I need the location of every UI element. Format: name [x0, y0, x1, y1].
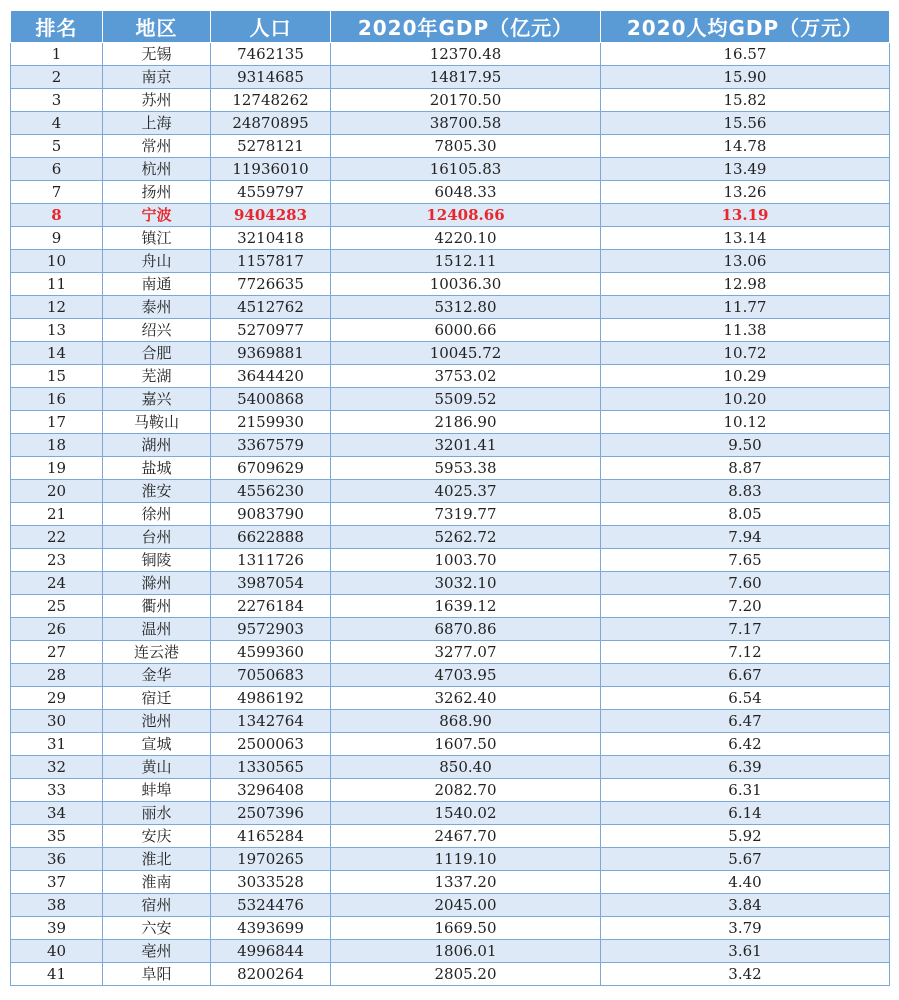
population-cell: 6622888 — [211, 526, 331, 549]
population-cell: 2507396 — [211, 802, 331, 825]
population-cell: 1157817 — [211, 250, 331, 273]
gdp-cell: 1119.10 — [331, 848, 601, 871]
region-cell: 常州 — [103, 135, 211, 158]
region-cell: 芜湖 — [103, 365, 211, 388]
gdp-ranking-table — [10, 10, 890, 986]
rank-cell: 38 — [11, 894, 103, 917]
gdp-per-capita-cell: 12.98 — [601, 273, 890, 296]
population-cell: 9083790 — [211, 503, 331, 526]
table-row — [11, 894, 890, 917]
population-cell: 9404283 — [211, 204, 331, 227]
table-row — [11, 940, 890, 963]
gdp-cell: 3201.41 — [331, 434, 601, 457]
rank-cell: 27 — [11, 641, 103, 664]
rank-cell: 37 — [11, 871, 103, 894]
gdp-cell: 850.40 — [331, 756, 601, 779]
rank-cell: 17 — [11, 411, 103, 434]
gdp-cell: 10045.72 — [331, 342, 601, 365]
rank-cell: 24 — [11, 572, 103, 595]
gdp-per-capita-cell: 6.31 — [601, 779, 890, 802]
region-cell: 苏州 — [103, 89, 211, 112]
gdp-per-capita-cell: 3.61 — [601, 940, 890, 963]
table-row — [11, 66, 890, 89]
gdp-cell: 4703.95 — [331, 664, 601, 687]
population-cell: 5324476 — [211, 894, 331, 917]
population-cell: 8200264 — [211, 963, 331, 986]
gdp-per-capita-cell: 9.50 — [601, 434, 890, 457]
population-cell: 4165284 — [211, 825, 331, 848]
table-row — [11, 388, 890, 411]
gdp-cell: 2186.90 — [331, 411, 601, 434]
rank-cell: 18 — [11, 434, 103, 457]
gdp-cell: 5509.52 — [331, 388, 601, 411]
gdp-per-capita-cell: 7.65 — [601, 549, 890, 572]
region-cell: 温州 — [103, 618, 211, 641]
rank-cell: 25 — [11, 595, 103, 618]
table-row — [11, 802, 890, 825]
rank-cell: 14 — [11, 342, 103, 365]
table-row — [11, 963, 890, 986]
rank-cell: 28 — [11, 664, 103, 687]
gdp-cell: 3753.02 — [331, 365, 601, 388]
gdp-cell: 1806.01 — [331, 940, 601, 963]
population-cell: 4556230 — [211, 480, 331, 503]
region-cell: 金华 — [103, 664, 211, 687]
gdp-cell: 3032.10 — [331, 572, 601, 595]
table-row — [11, 296, 890, 319]
gdp-cell: 2805.20 — [331, 963, 601, 986]
gdp-cell: 12370.48 — [331, 43, 601, 66]
gdp-per-capita-cell: 15.82 — [601, 89, 890, 112]
region-cell: 合肥 — [103, 342, 211, 365]
table-row — [11, 848, 890, 871]
population-cell: 4996844 — [211, 940, 331, 963]
region-cell: 南通 — [103, 273, 211, 296]
region-cell: 绍兴 — [103, 319, 211, 342]
table-row — [11, 89, 890, 112]
rank-cell: 4 — [11, 112, 103, 135]
table-row — [11, 917, 890, 940]
population-cell: 1311726 — [211, 549, 331, 572]
gdp-cell: 1639.12 — [331, 595, 601, 618]
region-cell: 盐城 — [103, 457, 211, 480]
table-row — [11, 135, 890, 158]
population-cell: 3367579 — [211, 434, 331, 457]
rank-cell: 36 — [11, 848, 103, 871]
gdp-cell: 1337.20 — [331, 871, 601, 894]
table-row — [11, 158, 890, 181]
population-cell: 5278121 — [211, 135, 331, 158]
gdp-per-capita-cell: 7.60 — [601, 572, 890, 595]
gdp-per-capita-cell: 3.79 — [601, 917, 890, 940]
gdp-per-capita-cell: 13.14 — [601, 227, 890, 250]
gdp-cell: 5262.72 — [331, 526, 601, 549]
table-row — [11, 710, 890, 733]
rank-cell: 16 — [11, 388, 103, 411]
region-cell: 宣城 — [103, 733, 211, 756]
region-cell: 宿迁 — [103, 687, 211, 710]
rank-cell: 39 — [11, 917, 103, 940]
region-cell: 台州 — [103, 526, 211, 549]
gdp-cell: 4220.10 — [331, 227, 601, 250]
population-cell: 7726635 — [211, 273, 331, 296]
population-cell: 12748262 — [211, 89, 331, 112]
rank-cell: 9 — [11, 227, 103, 250]
population-cell: 3296408 — [211, 779, 331, 802]
population-cell: 5270977 — [211, 319, 331, 342]
population-cell: 4393699 — [211, 917, 331, 940]
region-cell: 徐州 — [103, 503, 211, 526]
table-header — [11, 11, 890, 43]
table-row — [11, 618, 890, 641]
population-cell: 4986192 — [211, 687, 331, 710]
rank-cell: 5 — [11, 135, 103, 158]
population-cell: 3210418 — [211, 227, 331, 250]
rank-cell: 12 — [11, 296, 103, 319]
rank-cell: 11 — [11, 273, 103, 296]
table-row — [11, 480, 890, 503]
gdp-cell: 1540.02 — [331, 802, 601, 825]
region-cell: 无锡 — [103, 43, 211, 66]
rank-cell: 30 — [11, 710, 103, 733]
header-region: 地区 — [103, 11, 211, 43]
population-cell: 3033528 — [211, 871, 331, 894]
region-cell: 南京 — [103, 66, 211, 89]
table-row — [11, 733, 890, 756]
table-row — [11, 112, 890, 135]
table-row — [11, 250, 890, 273]
population-cell: 3987054 — [211, 572, 331, 595]
gdp-per-capita-cell: 15.90 — [601, 66, 890, 89]
gdp-cell: 5312.80 — [331, 296, 601, 319]
gdp-per-capita-cell: 6.67 — [601, 664, 890, 687]
table-row — [11, 319, 890, 342]
population-cell: 2276184 — [211, 595, 331, 618]
region-cell: 杭州 — [103, 158, 211, 181]
table-row — [11, 457, 890, 480]
gdp-per-capita-cell: 8.83 — [601, 480, 890, 503]
gdp-cell: 1669.50 — [331, 917, 601, 940]
gdp-cell: 6000.66 — [331, 319, 601, 342]
gdp-cell: 10036.30 — [331, 273, 601, 296]
gdp-cell: 1512.11 — [331, 250, 601, 273]
region-cell: 宁波 — [103, 204, 211, 227]
population-cell: 3644420 — [211, 365, 331, 388]
table-row — [11, 342, 890, 365]
gdp-per-capita-cell: 13.06 — [601, 250, 890, 273]
rank-cell: 41 — [11, 963, 103, 986]
region-cell: 舟山 — [103, 250, 211, 273]
rank-cell: 35 — [11, 825, 103, 848]
gdp-cell: 7805.30 — [331, 135, 601, 158]
gdp-cell: 3277.07 — [331, 641, 601, 664]
gdp-per-capita-cell: 10.29 — [601, 365, 890, 388]
gdp-per-capita-cell: 10.20 — [601, 388, 890, 411]
header-gdp-per-capita: 2020人均GDP（万元） — [601, 11, 890, 43]
gdp-per-capita-cell: 13.26 — [601, 181, 890, 204]
region-cell: 淮安 — [103, 480, 211, 503]
gdp-cell: 20170.50 — [331, 89, 601, 112]
table-body — [11, 43, 890, 986]
rank-cell: 21 — [11, 503, 103, 526]
region-cell: 六安 — [103, 917, 211, 940]
table-row — [11, 43, 890, 66]
region-cell: 铜陵 — [103, 549, 211, 572]
gdp-cell: 6048.33 — [331, 181, 601, 204]
table-row — [11, 365, 890, 388]
region-cell: 安庆 — [103, 825, 211, 848]
rank-cell: 2 — [11, 66, 103, 89]
region-cell: 蚌埠 — [103, 779, 211, 802]
population-cell: 7462135 — [211, 43, 331, 66]
table-row — [11, 434, 890, 457]
rank-cell: 1 — [11, 43, 103, 66]
gdp-per-capita-cell: 10.72 — [601, 342, 890, 365]
gdp-cell: 2082.70 — [331, 779, 601, 802]
rank-cell: 22 — [11, 526, 103, 549]
rank-cell: 34 — [11, 802, 103, 825]
table-row — [11, 572, 890, 595]
table-row — [11, 756, 890, 779]
rank-cell: 15 — [11, 365, 103, 388]
region-cell: 泰州 — [103, 296, 211, 319]
population-cell: 4512762 — [211, 296, 331, 319]
rank-cell: 7 — [11, 181, 103, 204]
gdp-cell: 3262.40 — [331, 687, 601, 710]
table-row — [11, 871, 890, 894]
table-row — [11, 411, 890, 434]
table-row — [11, 687, 890, 710]
region-cell: 淮南 — [103, 871, 211, 894]
gdp-cell: 7319.77 — [331, 503, 601, 526]
region-cell: 上海 — [103, 112, 211, 135]
table-row — [11, 641, 890, 664]
gdp-cell: 12408.66 — [331, 204, 601, 227]
region-cell: 丽水 — [103, 802, 211, 825]
region-cell: 马鞍山 — [103, 411, 211, 434]
gdp-cell: 868.90 — [331, 710, 601, 733]
population-cell: 6709629 — [211, 457, 331, 480]
population-cell: 2159930 — [211, 411, 331, 434]
population-cell: 9314685 — [211, 66, 331, 89]
gdp-per-capita-cell: 13.19 — [601, 204, 890, 227]
table-row — [11, 204, 890, 227]
gdp-per-capita-cell: 5.67 — [601, 848, 890, 871]
population-cell: 4559797 — [211, 181, 331, 204]
gdp-per-capita-cell: 11.38 — [601, 319, 890, 342]
gdp-cell: 1607.50 — [331, 733, 601, 756]
header-gdp: 2020年GDP（亿元） — [331, 11, 601, 43]
rank-cell: 33 — [11, 779, 103, 802]
region-cell: 黄山 — [103, 756, 211, 779]
rank-cell: 10 — [11, 250, 103, 273]
gdp-per-capita-cell: 6.14 — [601, 802, 890, 825]
gdp-per-capita-cell: 7.94 — [601, 526, 890, 549]
rank-cell: 6 — [11, 158, 103, 181]
population-cell: 2500063 — [211, 733, 331, 756]
gdp-per-capita-cell: 7.20 — [601, 595, 890, 618]
table-row — [11, 273, 890, 296]
gdp-cell: 16105.83 — [331, 158, 601, 181]
table-row — [11, 181, 890, 204]
region-cell: 衢州 — [103, 595, 211, 618]
table-row — [11, 227, 890, 250]
gdp-per-capita-cell: 6.54 — [601, 687, 890, 710]
population-cell: 9572903 — [211, 618, 331, 641]
population-cell: 4599360 — [211, 641, 331, 664]
header-population: 人口 — [211, 11, 331, 43]
region-cell: 镇江 — [103, 227, 211, 250]
table-row — [11, 549, 890, 572]
population-cell: 24870895 — [211, 112, 331, 135]
gdp-cell: 4025.37 — [331, 480, 601, 503]
gdp-per-capita-cell: 3.42 — [601, 963, 890, 986]
region-cell: 连云港 — [103, 641, 211, 664]
gdp-per-capita-cell: 10.12 — [601, 411, 890, 434]
region-cell: 湖州 — [103, 434, 211, 457]
gdp-per-capita-cell: 6.39 — [601, 756, 890, 779]
header-rank: 排名 — [11, 11, 103, 43]
table-row — [11, 779, 890, 802]
rank-cell: 31 — [11, 733, 103, 756]
gdp-per-capita-cell: 6.42 — [601, 733, 890, 756]
region-cell: 宿州 — [103, 894, 211, 917]
rank-cell: 19 — [11, 457, 103, 480]
population-cell: 7050683 — [211, 664, 331, 687]
population-cell: 11936010 — [211, 158, 331, 181]
gdp-per-capita-cell: 13.49 — [601, 158, 890, 181]
table-row — [11, 526, 890, 549]
gdp-cell: 2045.00 — [331, 894, 601, 917]
gdp-per-capita-cell: 5.92 — [601, 825, 890, 848]
population-cell: 9369881 — [211, 342, 331, 365]
region-cell: 扬州 — [103, 181, 211, 204]
rank-cell: 20 — [11, 480, 103, 503]
rank-cell: 3 — [11, 89, 103, 112]
gdp-per-capita-cell: 4.40 — [601, 871, 890, 894]
population-cell: 1342764 — [211, 710, 331, 733]
gdp-per-capita-cell: 7.17 — [601, 618, 890, 641]
gdp-cell: 5953.38 — [331, 457, 601, 480]
gdp-cell: 6870.86 — [331, 618, 601, 641]
header-row — [11, 11, 890, 43]
gdp-per-capita-cell: 6.47 — [601, 710, 890, 733]
gdp-table-container — [10, 10, 889, 986]
rank-cell: 29 — [11, 687, 103, 710]
table-row — [11, 595, 890, 618]
rank-cell: 13 — [11, 319, 103, 342]
gdp-per-capita-cell: 15.56 — [601, 112, 890, 135]
rank-cell: 8 — [11, 204, 103, 227]
region-cell: 亳州 — [103, 940, 211, 963]
gdp-per-capita-cell: 8.05 — [601, 503, 890, 526]
gdp-per-capita-cell: 3.84 — [601, 894, 890, 917]
table-row — [11, 664, 890, 687]
gdp-cell: 1003.70 — [331, 549, 601, 572]
gdp-per-capita-cell: 16.57 — [601, 43, 890, 66]
region-cell: 嘉兴 — [103, 388, 211, 411]
region-cell: 滁州 — [103, 572, 211, 595]
gdp-per-capita-cell: 8.87 — [601, 457, 890, 480]
region-cell: 淮北 — [103, 848, 211, 871]
gdp-cell: 2467.70 — [331, 825, 601, 848]
rank-cell: 32 — [11, 756, 103, 779]
population-cell: 1970265 — [211, 848, 331, 871]
rank-cell: 26 — [11, 618, 103, 641]
region-cell: 池州 — [103, 710, 211, 733]
gdp-per-capita-cell: 7.12 — [601, 641, 890, 664]
gdp-per-capita-cell: 11.77 — [601, 296, 890, 319]
table-row — [11, 503, 890, 526]
region-cell: 阜阳 — [103, 963, 211, 986]
rank-cell: 23 — [11, 549, 103, 572]
gdp-cell: 38700.58 — [331, 112, 601, 135]
rank-cell: 40 — [11, 940, 103, 963]
table-row — [11, 825, 890, 848]
gdp-cell: 14817.95 — [331, 66, 601, 89]
population-cell: 5400868 — [211, 388, 331, 411]
population-cell: 1330565 — [211, 756, 331, 779]
gdp-per-capita-cell: 14.78 — [601, 135, 890, 158]
